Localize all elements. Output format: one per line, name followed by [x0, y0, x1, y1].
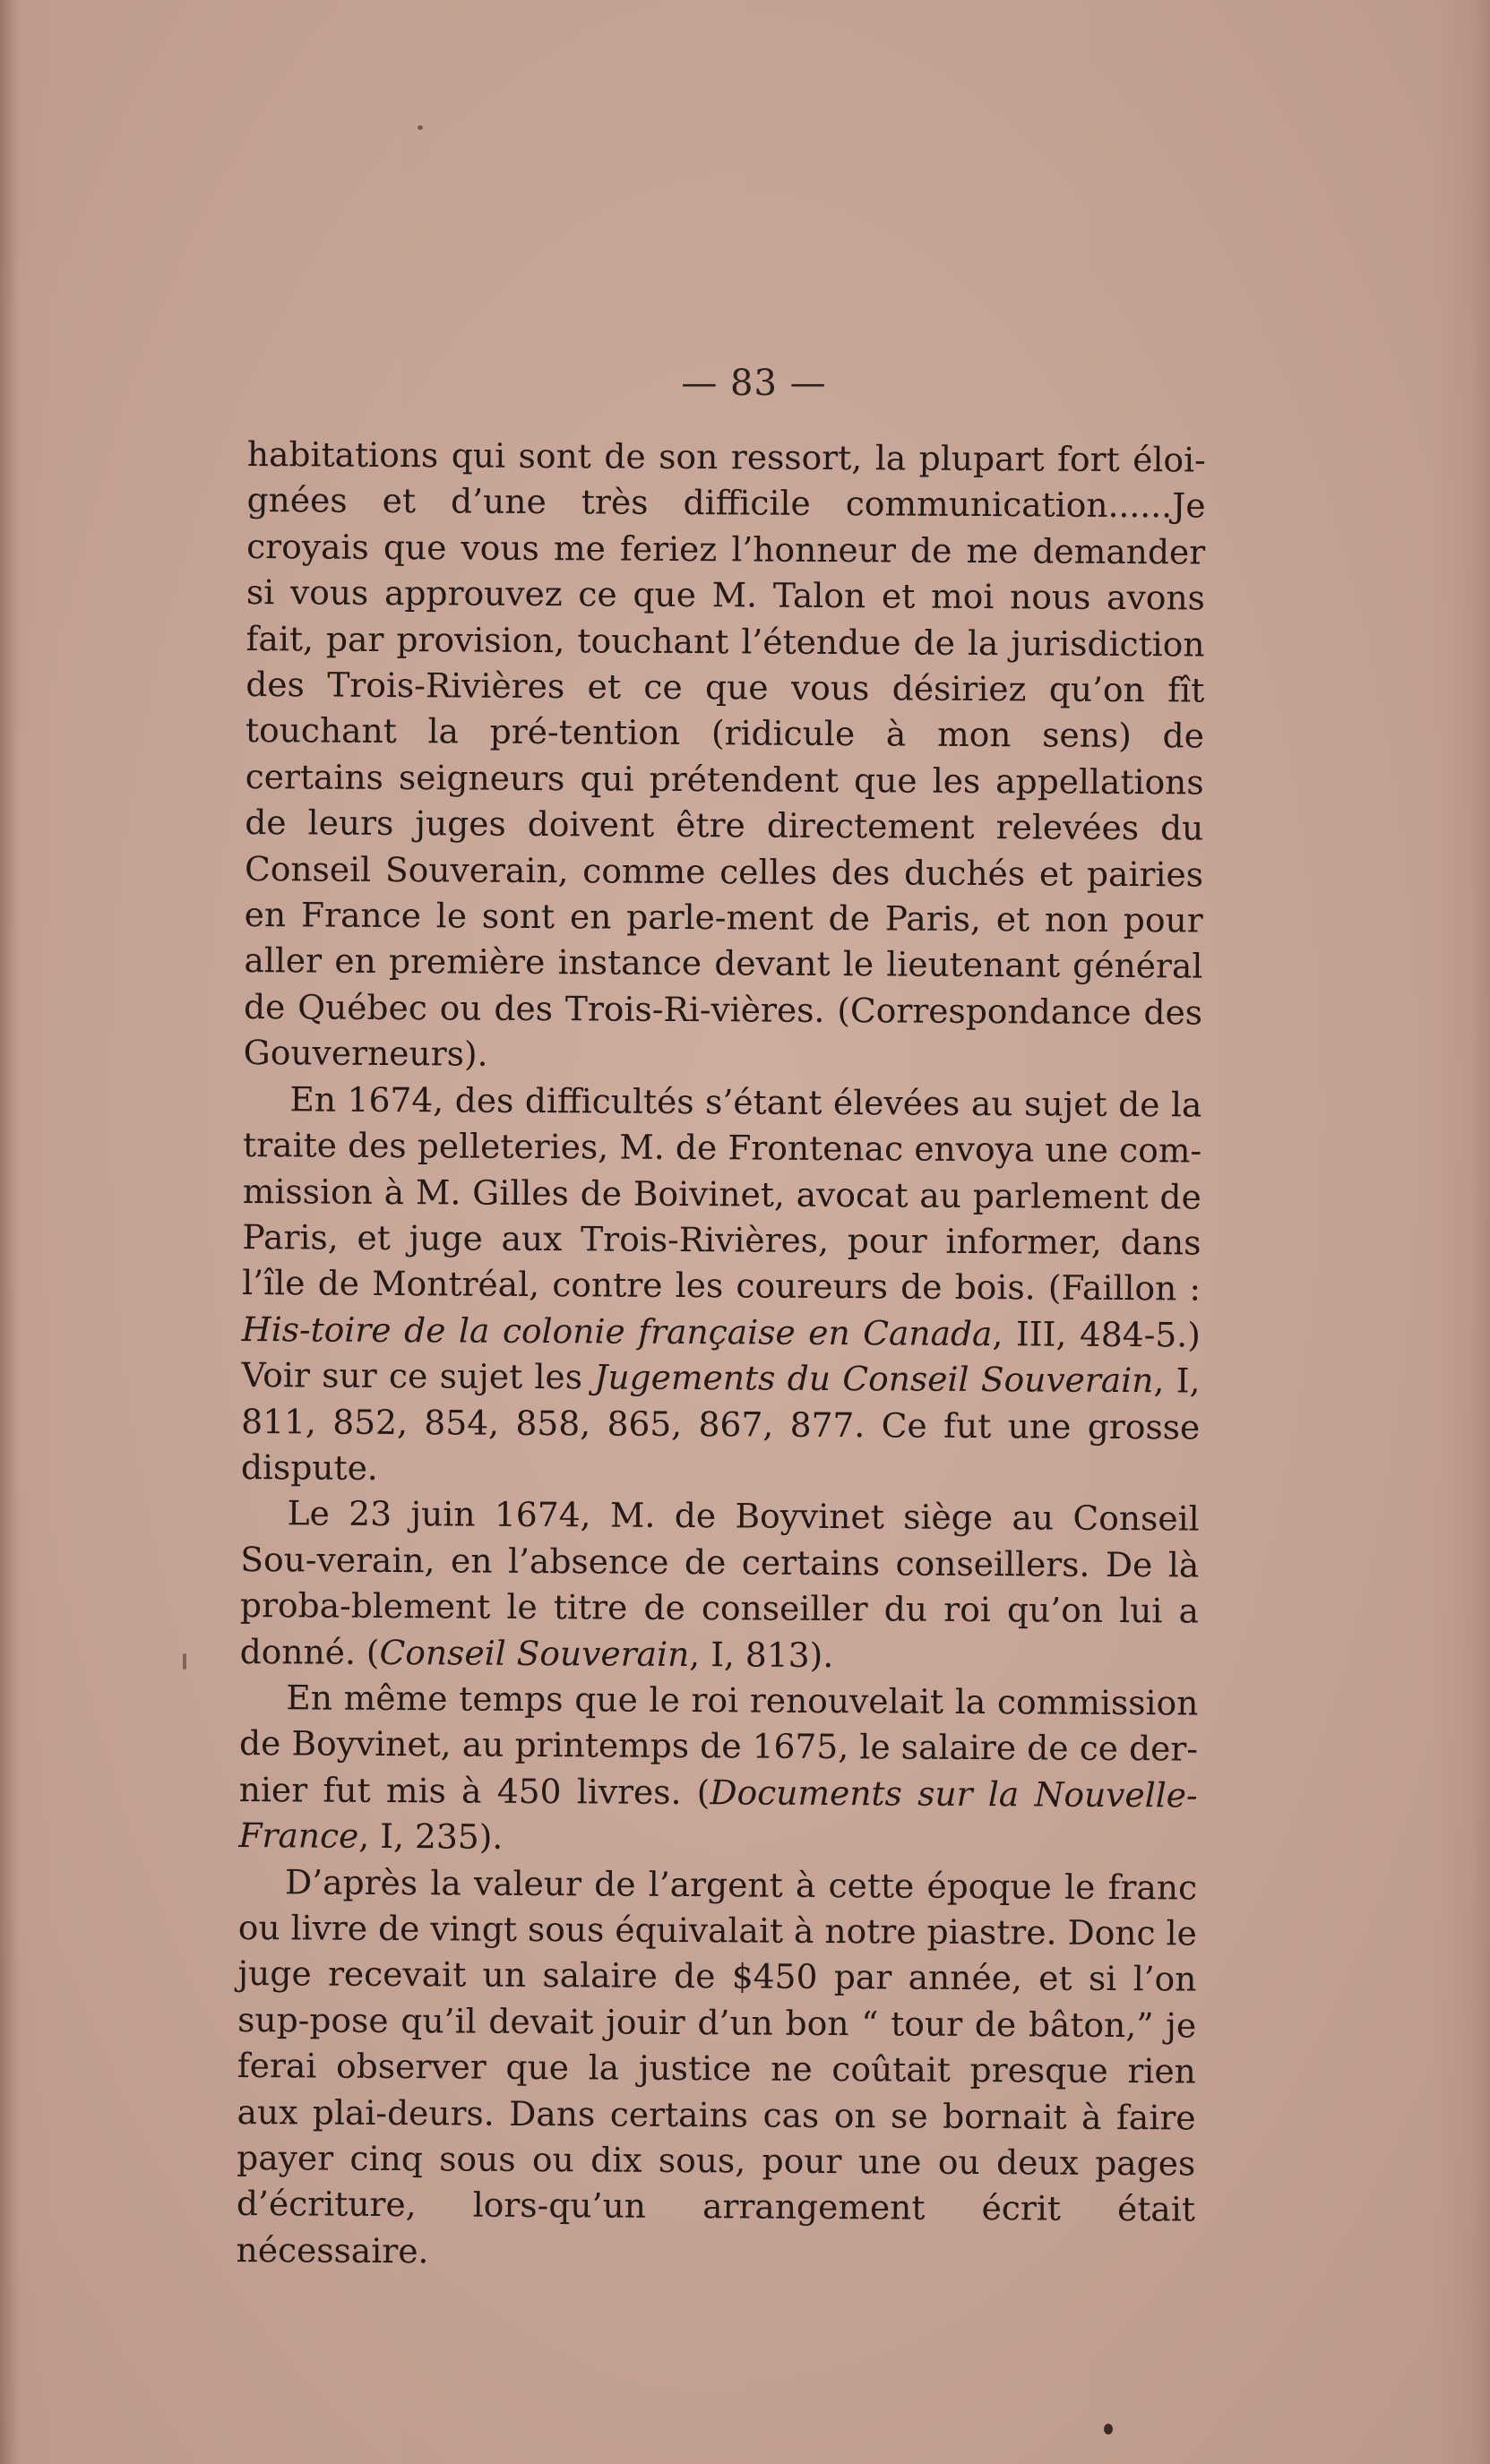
body-text [236, 432, 1206, 2279]
text-run: Le 23 juin 1674, M. de Boyvinet siège au Conseil Sou-verain, en l’absence de certains conseillers. De là proba-blement le titre de conseiller du roi qu’on lui a donné. ( [239, 1493, 1200, 1672]
italic-title: Documents sur la Nouvelle-France [238, 1772, 1198, 1856]
paper-speck [183, 1653, 186, 1670]
page-number: — 83 — [681, 363, 827, 404]
italic-title: Jugements du Conseil Souverain [594, 1357, 1154, 1401]
paragraph [240, 1490, 1200, 1680]
paragraph [236, 1859, 1197, 2279]
italic-title: Conseil Souverain [379, 1632, 690, 1674]
text-run: , III, 484-5.) Voir sur ce sujet les [241, 1313, 1201, 1397]
text-run: , I, 813). [689, 1634, 834, 1675]
italic-title: His-toire de la colonie française en Canada [241, 1309, 993, 1353]
text-run: , I, 811, 852, 854, 858, 865, 867, 877. Ce fut une grosse dispute. [240, 1361, 1201, 1488]
text-run: En même temps que le roi renouvelait la commission de Boyvinet, au printemps de 1675, le salaire de ce der-nier fut mis à 450 livres. ( [238, 1678, 1199, 1812]
paragraph [241, 1077, 1202, 1497]
text-run: habitations qui sont de son ressort, la plupart fort éloi-gnées et d’une très difficile communication......Je croyais que vous me feriez l’honneur de me demander si vous approuvez ce que M. Talon et moi nous avons fait, par provision, touchant l’étendue de la jurisdiction des Trois-Rivières et ce que vous désiriez qu’on fît touchant la pré-tention (ridicule à mon sens) de certains seigneurs qui prétendent que les appellations de leurs juges doivent être directement relevées du Conseil Souverain, comme celles des duchés et pairies en France le sont en parle-ment de Paris, et non pour aller en première instance devant le lieutenant général de Québec ou des Trois-Ri-vières. (Correspondance des Gouverneurs). [243, 434, 1206, 1074]
text-run: , I, 235). [358, 1816, 504, 1857]
paper-speck [1104, 2424, 1113, 2434]
text-run: En 1674, des difficultés s’étant élevées au sujet de la traite des pelleteries, M. de Frontenac envoya une com-mission à M. Gilles de Boivinet, avocat au parlement de Paris, et juge aux Trois-Rivières, pour informer, dans l’île de Montréal, contre les coureurs de bois. (Faillon : [242, 1078, 1202, 1309]
paper-speck [418, 125, 423, 130]
paragraph [238, 1675, 1198, 1865]
paragraph [244, 432, 1206, 1082]
text-run: D’après la valeur de l’argent à cette époque le franc ou livre de vingt sous équivalait à notre piastre. Donc le juge recevait un salaire de $450 par année, et si l’on sup-pose qu’il devait jouir d’un bon “ tour de bâton,” je ferai observer que la justice ne coûtait presque rien aux plai-deurs. Dans certains cas on se bornait à faire payer cinq sous ou dix sous, pour une ou deux pages d’écriture, lors-qu’un arrangement écrit était nécessaire. [236, 1861, 1198, 2271]
